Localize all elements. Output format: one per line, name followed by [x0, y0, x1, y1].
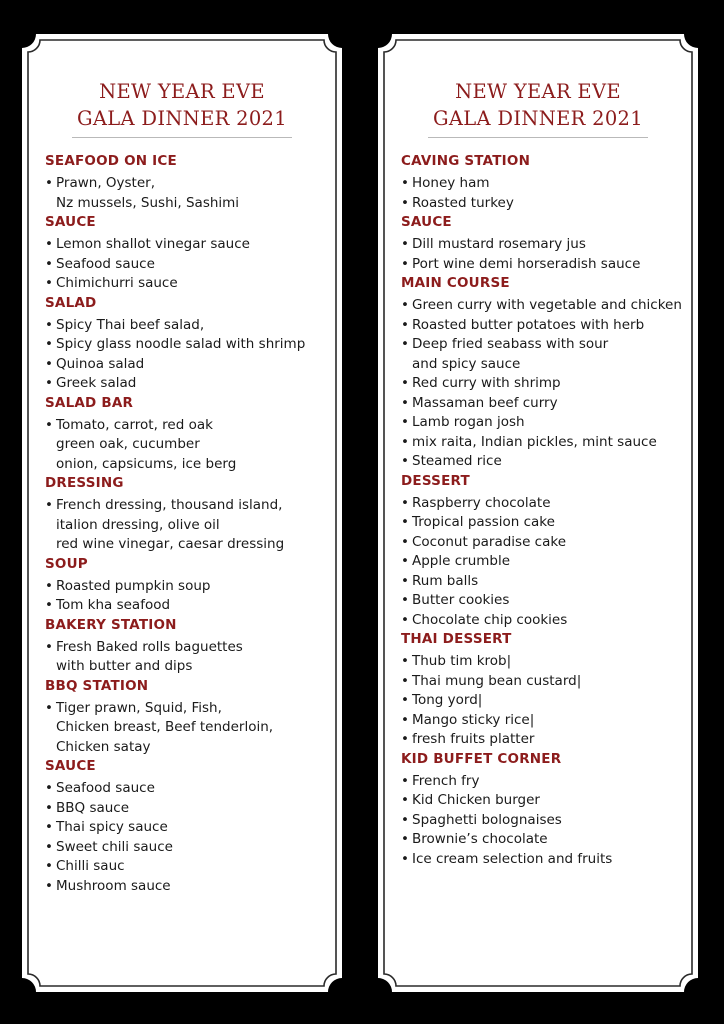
bullet-icon: •	[401, 316, 409, 333]
title-line-1: NEW YEAR EVE	[99, 80, 265, 103]
item-text: Green curry with vegetable and chicken	[412, 297, 682, 313]
list-item	[401, 394, 691, 414]
item-text: Chilli sauc	[56, 858, 125, 874]
list-item	[401, 572, 691, 592]
bullet-icon: •	[45, 577, 53, 594]
bullet-icon: •	[401, 375, 409, 391]
list-item	[45, 638, 335, 677]
list-item	[45, 799, 335, 819]
list-item	[401, 672, 691, 692]
list-item	[401, 374, 691, 394]
section-heading: MAIN COURSE	[401, 275, 510, 291]
item-text: Spaghetti bolognaises	[412, 811, 562, 828]
item-text: Butter cookies	[412, 592, 510, 608]
section-heading: BBQ STATION	[45, 677, 149, 694]
item-text: Tom kha seafood	[56, 597, 171, 613]
bullet-icon: •	[45, 416, 53, 433]
bullet-icon: •	[45, 780, 53, 796]
bullet-icon: •	[45, 497, 53, 513]
item-text: fresh fruits platter	[412, 731, 535, 747]
menu-section	[401, 152, 691, 213]
menu-sections	[401, 152, 691, 869]
title-line-2: GALA DINNER 2021	[77, 107, 287, 130]
menu-content-right	[378, 34, 698, 992]
item-text: Fresh Baked rolls baguettes with butter and dips	[56, 638, 243, 674]
menu-content-left	[22, 34, 342, 992]
item-text: Lamb rogan josh	[412, 414, 525, 430]
list-item	[401, 811, 691, 831]
bullet-icon: •	[45, 877, 53, 894]
menu-sections	[45, 152, 335, 896]
menu-section	[45, 394, 335, 475]
menu-section	[45, 474, 335, 555]
bullet-icon: •	[401, 175, 409, 191]
bullet-icon: •	[45, 336, 53, 352]
list-item	[401, 552, 691, 572]
bullet-icon: •	[401, 194, 409, 211]
list-item	[401, 772, 691, 792]
list-item	[45, 316, 335, 336]
item-text: BBQ sauce	[56, 799, 130, 816]
bullet-icon: •	[401, 653, 409, 669]
item-text: Tong yord|	[412, 692, 483, 708]
bullet-icon: •	[401, 831, 409, 847]
bullet-icon: •	[401, 433, 409, 450]
item-text: Kid Chicken burger	[412, 792, 540, 808]
item-text: Apple crumble	[412, 553, 511, 569]
section-heading: BAKERY STATION	[45, 616, 177, 633]
list-item	[401, 255, 691, 275]
section-heading: THAI DESSERT	[401, 631, 512, 647]
list-item	[401, 591, 691, 611]
bullet-icon: •	[401, 711, 409, 728]
bullet-icon: •	[401, 850, 409, 867]
list-item	[401, 730, 691, 750]
bullet-icon: •	[401, 692, 409, 708]
item-list	[45, 699, 335, 758]
bullet-icon: •	[45, 355, 53, 372]
menu-card-right	[378, 34, 698, 992]
bullet-icon: •	[401, 533, 409, 550]
list-item	[401, 194, 691, 214]
item-list	[401, 296, 691, 472]
bullet-icon: •	[45, 819, 53, 835]
menu-section	[45, 616, 335, 677]
section-heading: SAUCE	[45, 214, 96, 230]
list-item	[45, 174, 335, 213]
menu-section	[45, 152, 335, 213]
section-heading: CAVING STATION	[401, 153, 531, 169]
list-item	[45, 496, 335, 555]
list-item	[401, 296, 691, 316]
title-line-2: GALA DINNER 2021	[433, 107, 643, 130]
item-text: Thub tim krob|	[412, 653, 512, 669]
bullet-icon: •	[45, 699, 53, 716]
menu-section	[401, 630, 691, 750]
item-text: Coconut paradise cake	[412, 533, 567, 550]
menu-section	[401, 213, 691, 274]
list-item	[45, 779, 335, 799]
item-text: Massaman beef curry	[412, 394, 558, 411]
title-divider	[428, 137, 648, 138]
menu-card-left	[22, 34, 342, 992]
item-text: Mushroom sauce	[56, 877, 171, 894]
item-text: Raspberry chocolate	[412, 494, 551, 511]
list-item	[45, 416, 335, 475]
item-text: Ice cream selection and fruits	[412, 850, 613, 867]
menu-section	[45, 294, 335, 394]
bullet-icon: •	[45, 375, 53, 391]
item-text: Seafood sauce	[56, 780, 155, 796]
item-list	[45, 316, 335, 394]
list-item	[401, 235, 691, 255]
item-text: Deep fried seabass with sour and spicy sauce	[412, 336, 609, 372]
section-heading: SALAD	[45, 294, 97, 311]
list-item	[45, 235, 335, 255]
list-item	[401, 174, 691, 194]
bullet-icon: •	[45, 858, 53, 874]
item-text: Chimichurri sauce	[56, 275, 178, 291]
bullet-icon: •	[401, 731, 409, 747]
bullet-icon: •	[401, 236, 409, 252]
section-heading: SOUP	[45, 555, 88, 572]
item-list	[401, 494, 691, 631]
item-text: Thai mung bean custard|	[412, 672, 582, 689]
item-text: Sweet chili sauce	[56, 838, 173, 855]
item-list	[45, 416, 335, 475]
bullet-icon: •	[45, 799, 53, 816]
item-text: Spicy Thai beef salad,	[56, 316, 205, 333]
list-item	[45, 355, 335, 375]
item-text: Tomato, carrot, red oak green oak, cucumber onion, capsicums, ice berg	[56, 416, 237, 472]
list-item	[401, 830, 691, 850]
bullet-icon: •	[401, 772, 409, 789]
menu-title	[22, 78, 342, 132]
list-item	[401, 791, 691, 811]
item-list	[401, 235, 691, 274]
list-item	[401, 413, 691, 433]
item-text: Thai spicy sauce	[56, 819, 168, 835]
title-divider	[72, 137, 292, 138]
bullet-icon: •	[401, 336, 409, 352]
bullet-icon: •	[401, 592, 409, 608]
item-text: Roasted butter potatoes with herb	[412, 316, 645, 333]
list-item	[401, 494, 691, 514]
bullet-icon: •	[401, 394, 409, 411]
list-item	[401, 711, 691, 731]
item-text: French fry	[412, 772, 480, 789]
list-item	[401, 652, 691, 672]
bullet-icon: •	[45, 175, 53, 191]
list-item	[45, 699, 335, 758]
list-item	[45, 838, 335, 858]
item-text: Steamed rice	[412, 453, 502, 469]
item-list	[45, 577, 335, 616]
item-text: Honey ham	[412, 175, 490, 191]
section-heading: DESSERT	[401, 472, 470, 489]
item-text: Roasted pumpkin soup	[56, 577, 211, 594]
item-text: Prawn, Oyster, Nz mussels, Sushi, Sashimi	[56, 175, 240, 211]
item-list	[45, 496, 335, 555]
item-list	[401, 772, 691, 870]
bullet-icon: •	[45, 255, 53, 272]
list-item	[401, 611, 691, 631]
bullet-icon: •	[401, 494, 409, 511]
item-text: Spicy glass noodle salad with shrimp	[56, 336, 306, 352]
item-list	[45, 638, 335, 677]
item-text: Roasted turkey	[412, 194, 514, 211]
list-item	[401, 533, 691, 553]
section-heading: DRESSING	[45, 475, 124, 491]
item-list	[45, 779, 335, 896]
section-heading: KID BUFFET CORNER	[401, 750, 562, 767]
list-item	[45, 596, 335, 616]
section-heading: SAUCE	[401, 214, 452, 230]
item-text: Greek salad	[56, 375, 137, 391]
item-text: Chocolate chip cookies	[412, 611, 568, 628]
section-heading: SAUCE	[45, 758, 96, 774]
list-item	[401, 433, 691, 453]
list-item	[401, 513, 691, 533]
list-item	[45, 255, 335, 275]
item-text: Lemon shallot vinegar sauce	[56, 236, 250, 252]
list-item	[401, 452, 691, 472]
bullet-icon: •	[401, 414, 409, 430]
bullet-icon: •	[401, 255, 409, 272]
bullet-icon: •	[401, 514, 409, 530]
list-item	[45, 877, 335, 897]
bullet-icon: •	[45, 275, 53, 291]
item-text: French dressing, thousand island, italion dressing, olive oil red wine vinegar, caesar dressing	[56, 497, 285, 552]
bullet-icon: •	[45, 838, 53, 855]
bullet-icon: •	[401, 792, 409, 808]
list-item	[45, 577, 335, 597]
item-text: Rum balls	[412, 572, 479, 589]
item-list	[45, 235, 335, 294]
item-text: Port wine demi horseradish sauce	[412, 255, 641, 272]
menu-title	[378, 78, 698, 132]
list-item	[45, 818, 335, 838]
bullet-icon: •	[45, 638, 53, 655]
bullet-icon: •	[401, 572, 409, 589]
bullet-icon: •	[401, 672, 409, 689]
item-text: Dill mustard rosemary jus	[412, 236, 586, 252]
item-list	[401, 652, 691, 750]
item-list	[45, 174, 335, 213]
menu-section	[45, 677, 335, 758]
section-heading: SALAD BAR	[45, 394, 134, 411]
bullet-icon: •	[401, 297, 409, 313]
item-text: Seafood sauce	[56, 255, 155, 272]
bullet-icon: •	[401, 811, 409, 828]
bullet-icon: •	[401, 553, 409, 569]
menu-section	[45, 213, 335, 294]
list-item	[401, 316, 691, 336]
menu-section	[401, 750, 691, 870]
item-text: Red curry with shrimp	[412, 375, 561, 391]
bullet-icon: •	[45, 236, 53, 252]
list-item	[45, 274, 335, 294]
item-text: Quinoa salad	[56, 355, 145, 372]
menu-section	[401, 472, 691, 631]
item-list	[401, 174, 691, 213]
list-item	[401, 850, 691, 870]
bullet-icon: •	[401, 611, 409, 628]
item-text: Tropical passion cake	[412, 514, 555, 530]
item-text: mix raita, Indian pickles, mint sauce	[412, 433, 657, 450]
list-item	[45, 857, 335, 877]
bullet-icon: •	[401, 453, 409, 469]
item-text: Mango sticky rice|	[412, 711, 535, 728]
list-item	[401, 335, 691, 374]
bullet-icon: •	[45, 316, 53, 333]
menu-section	[401, 274, 691, 472]
bullet-icon: •	[45, 597, 53, 613]
menu-section	[45, 555, 335, 616]
item-text: Brownie’s chocolate	[412, 831, 548, 847]
list-item	[401, 691, 691, 711]
section-heading: SEAFOOD ON ICE	[45, 153, 177, 169]
list-item	[45, 335, 335, 355]
menu-section	[45, 757, 335, 896]
item-text: Tiger prawn, Squid, Fish, Chicken breast, Beef tenderloin, Chicken satay	[56, 699, 274, 755]
title-line-1: NEW YEAR EVE	[455, 80, 621, 103]
list-item	[45, 374, 335, 394]
